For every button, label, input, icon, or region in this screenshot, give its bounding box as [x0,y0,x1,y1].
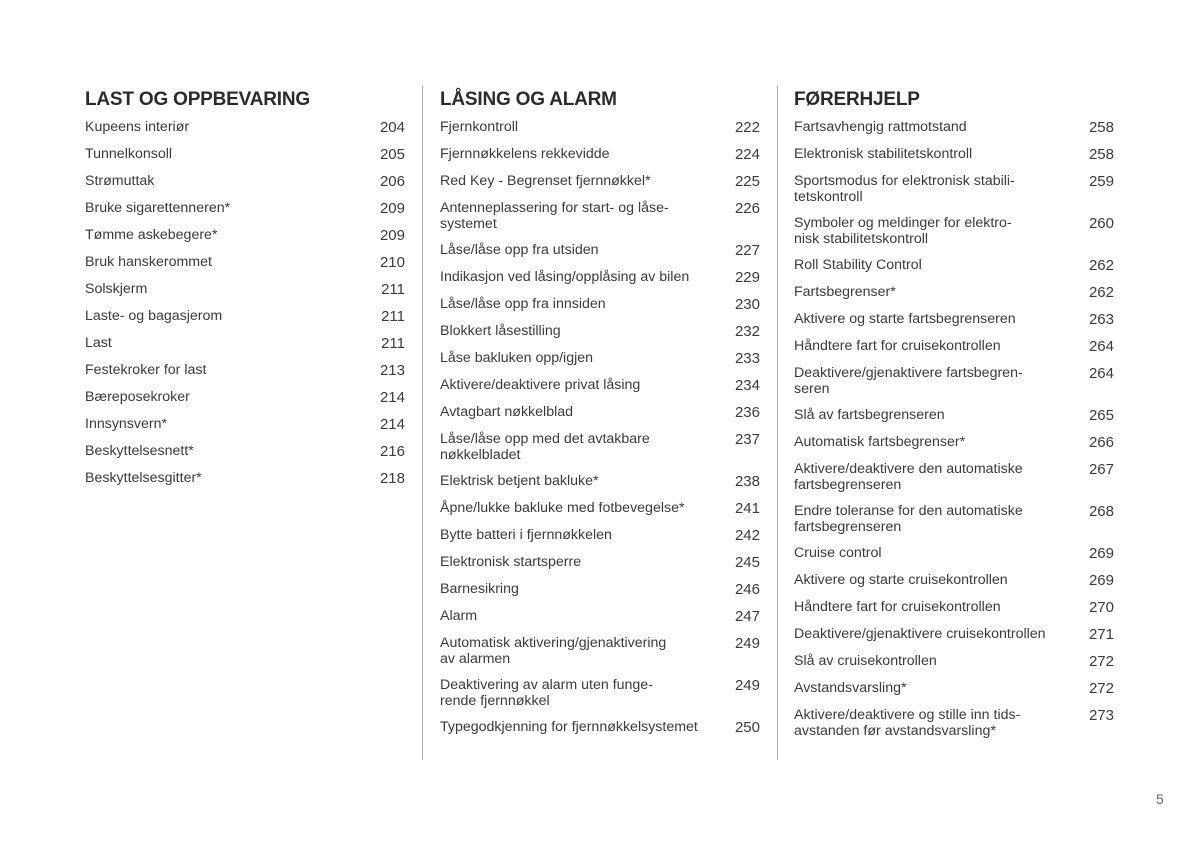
toc-entry[interactable] [794,572,1114,599]
toc-entry[interactable] [794,434,1114,461]
toc-entry[interactable] [794,503,1114,545]
toc-entry-title: Slå av cruisekontrollen [794,653,937,669]
toc-entry[interactable] [794,599,1114,626]
toc-entry[interactable] [440,296,760,323]
toc-entry-page: 214 [379,389,405,406]
toc-entry-page: 271 [1088,626,1114,643]
toc-entry-page: 237 [734,431,760,448]
toc-entry-page: 227 [734,242,760,259]
toc-entry[interactable] [85,200,405,227]
toc-entry[interactable] [440,554,760,581]
toc-entry-page: 218 [379,470,405,487]
toc-entry[interactable] [85,227,405,254]
toc-entry[interactable] [794,146,1114,173]
toc-entry-title: Låse bakluken opp/igjen [440,350,594,366]
toc-entry[interactable] [85,416,405,443]
toc-entry-page: 225 [734,173,760,190]
toc-entry[interactable] [440,581,760,608]
toc-column-lasing-og-alarm [440,87,760,746]
toc-entry-page: 206 [379,173,405,190]
toc-entry-page: 213 [379,362,405,379]
toc-entry-page: 264 [1088,338,1114,355]
toc-entry[interactable] [794,545,1114,572]
toc-entry-page: 232 [734,323,760,340]
toc-entry-page: 204 [379,119,405,136]
toc-entry-title: Låse/låse opp med det avtakbare nøkkelbladet [440,431,650,463]
toc-entry-page: 224 [734,146,760,163]
toc-entry-page: 259 [1088,173,1114,190]
toc-entry-title: Fartsbegrenser* [794,284,896,300]
toc-entry-page: 238 [734,473,760,490]
toc-entry-page: 270 [1088,599,1114,616]
toc-entry-title: Slå av fartsbegrenseren [794,407,945,423]
toc-entry-title: Cruise control [794,545,882,561]
toc-entry-title: Innsynsvern* [85,416,168,432]
toc-entry-title: Roll Stability Control [794,257,922,273]
toc-entry-title: Avtagbart nøkkelblad [440,404,574,420]
toc-entry-title: Automatisk aktivering/gjenaktivering av alarmen [440,635,667,667]
toc-entry-page: 233 [734,350,760,367]
toc-entry-page: 245 [734,554,760,571]
toc-entry-page: 269 [1088,545,1114,562]
column-divider [422,85,423,760]
toc-entry-title: Deaktivere/gjenaktivere fartsbegren- seren [794,365,1023,397]
toc-entry-title: Festekroker for last [85,362,207,378]
toc-entry-page: 205 [379,146,405,163]
toc-list [85,119,405,497]
toc-entry[interactable] [794,653,1114,680]
toc-entry[interactable] [85,362,405,389]
toc-entry[interactable] [85,146,405,173]
toc-entry[interactable] [440,146,760,173]
toc-entry-title: Bruke sigarettenneren* [85,200,231,216]
toc-entry-page: 222 [734,119,760,136]
toc-entry[interactable] [794,215,1114,257]
column-divider [777,85,778,760]
toc-entry[interactable] [794,257,1114,284]
toc-entry[interactable] [794,407,1114,434]
toc-entry-page: 272 [1088,653,1114,670]
toc-entry[interactable] [440,473,760,500]
toc-entry[interactable] [440,242,760,269]
toc-entry-page: 234 [734,377,760,394]
toc-entry-page: 211 [381,281,405,298]
toc-entry-title: Håndtere fart for cruisekontrollen [794,338,1001,354]
toc-entry-title: Fartsavhengig rattmotstand [794,119,967,135]
toc-list [440,119,760,746]
toc-entry-title: Strømuttak [85,173,155,189]
toc-entry-page: 268 [1088,503,1114,520]
toc-entry-title: Bytte batteri i fjernnøkkelen [440,527,612,543]
toc-entry[interactable] [440,350,760,377]
toc-entry-page: 209 [379,200,405,217]
toc-entry-page: 263 [1088,311,1114,328]
toc-entry-page: 226 [734,200,760,217]
toc-entry[interactable] [85,281,405,308]
toc-entry[interactable] [440,431,760,473]
toc-entry[interactable] [85,119,405,146]
toc-entry-title: Fjernkontroll [440,119,519,135]
toc-entry-title: Avstandsvarsling* [794,680,907,696]
toc-entry-page: 210 [379,254,405,271]
toc-entry[interactable] [440,527,760,554]
toc-entry[interactable] [794,173,1114,215]
toc-entry-title: Håndtere fart for cruisekontrollen [794,599,1001,615]
toc-entry-page: 242 [734,527,760,544]
toc-list [794,119,1114,749]
toc-entry[interactable] [440,377,760,404]
toc-entry-title: Åpne/lukke bakluke med fotbevegelse* [440,500,685,516]
section-heading: FØRERHJELP [794,89,920,110]
toc-entry-page: 211 [381,335,405,352]
toc-entry[interactable] [440,269,760,296]
toc-entry-title: Aktivere og starte fartsbegrenseren [794,311,1016,327]
toc-entry-page: 250 [734,719,760,736]
toc-entry-title: Beskyttelsesnett* [85,443,194,459]
toc-entry[interactable] [440,635,760,677]
toc-entry[interactable] [440,119,760,146]
toc-entry-title: Symboler og meldinger for elektro- nisk stabilitetskontroll [794,215,1012,247]
toc-entry[interactable] [794,626,1114,653]
toc-entry-title: Elektrisk betjent bakluke* [440,473,599,489]
toc-column-forerhjelp [794,87,1114,749]
toc-entry-page: 211 [381,308,405,325]
toc-entry-title: Bruk hanskerommet [85,254,212,270]
toc-entry-title: Aktivere/deaktivere og stille inn tids- avstanden før avstandsvarsling* [794,707,1021,739]
toc-entry-page: 265 [1088,407,1114,424]
toc-entry-page: 258 [1088,119,1114,136]
toc-entry[interactable] [440,608,760,635]
toc-entry[interactable] [794,461,1114,503]
toc-entry-page: 247 [734,608,760,625]
toc-entry-title: Indikasjon ved låsing/opplåsing av bilen [440,269,690,285]
toc-entry-title: Alarm [440,608,478,624]
toc-entry-title: Tømme askebegere* [85,227,218,243]
toc-column-last-og-oppbevaring [85,87,405,497]
toc-entry-title: Bæreposekroker [85,389,190,405]
toc-entry-page: 266 [1088,434,1114,451]
toc-entry-title: Fjernnøkkelens rekkevidde [440,146,610,162]
toc-entry[interactable] [794,338,1114,365]
toc-entry-title: Elektronisk stabilitetskontroll [794,146,973,162]
toc-entry[interactable] [440,719,760,746]
page-number: 5 [1156,791,1164,807]
toc-entry-title: Aktivere og starte cruisekontrollen [794,572,1008,588]
section-heading: LÅSING OG ALARM [440,89,617,110]
toc-entry-title: Barnesikring [440,581,519,597]
toc-entry-title: Automatisk fartsbegrenser* [794,434,966,450]
toc-entry[interactable] [794,707,1114,749]
toc-entry[interactable] [440,677,760,719]
toc-entry-title: Aktivere/deaktivere den automatiske fartsbegrenseren [794,461,1023,493]
toc-entry-title: Aktivere/deaktivere privat låsing [440,377,641,393]
toc-entry-page: 230 [734,296,760,313]
toc-entry-title: Elektronisk startsperre [440,554,582,570]
toc-entry[interactable] [85,308,405,335]
toc-entry[interactable] [440,173,760,200]
toc-entry-page: 241 [734,500,760,517]
toc-entry-page: 272 [1088,680,1114,697]
toc-entry-title: Beskyttelsesgitter* [85,470,202,486]
toc-entry-page: 258 [1088,146,1114,163]
toc-entry[interactable] [440,500,760,527]
toc-entry-page: 229 [734,269,760,286]
toc-entry[interactable] [85,335,405,362]
toc-entry[interactable] [85,470,405,497]
toc-entry-page: 249 [734,677,760,694]
toc-entry-page: 214 [379,416,405,433]
toc-entry-title: Låse/låse opp fra innsiden [440,296,606,312]
toc-entry[interactable] [794,311,1114,338]
toc-entry[interactable] [794,680,1114,707]
toc-entry[interactable] [85,443,405,470]
section-heading: LAST OG OPPBEVARING [85,89,310,110]
toc-entry[interactable] [794,119,1114,146]
toc-entry-title: Antenneplassering for start- og låse- systemet [440,200,669,232]
toc-entry[interactable] [85,254,405,281]
toc-entry-title: Kupeens interiør [85,119,190,135]
toc-entry[interactable] [794,365,1114,407]
toc-entry-page: 269 [1088,572,1114,589]
toc-entry-page: 249 [734,635,760,652]
toc-entry-page: 236 [734,404,760,421]
toc-entry[interactable] [794,284,1114,311]
toc-entry-title: Sportsmodus for elektronisk stabili- tetskontroll [794,173,1015,205]
toc-entry-title: Solskjerm [85,281,148,297]
toc-entry-title: Deaktivering av alarm uten funge- rende fjernnøkkel [440,677,653,709]
toc-entry-page: 246 [734,581,760,598]
toc-entry-page: 262 [1088,284,1114,301]
toc-entry-title: Låse/låse opp fra utsiden [440,242,599,258]
toc-entry-title: Blokkert låsestilling [440,323,561,339]
toc-entry-title: Last [85,335,112,351]
toc-entry-page: 260 [1088,215,1114,232]
toc-entry-title: Laste- og bagasjerom [85,308,223,324]
toc-entry[interactable] [85,173,405,200]
toc-entry-page: 209 [379,227,405,244]
toc-entry-page: 216 [379,443,405,460]
toc-entry-title: Tunnelkonsoll [85,146,173,162]
toc-entry[interactable] [440,200,760,242]
toc-entry-page: 267 [1088,461,1114,478]
toc-entry[interactable] [85,389,405,416]
toc-entry-page: 262 [1088,257,1114,274]
toc-entry-page: 273 [1088,707,1114,724]
toc-entry-title: Deaktivere/gjenaktivere cruisekontrollen [794,626,1046,642]
toc-entry-title: Red Key - Begrenset fjernnøkkel* [440,173,651,189]
toc-entry-title: Endre toleranse for den automatiske fartsbegrenseren [794,503,1023,535]
toc-entry[interactable] [440,404,760,431]
toc-entry-title: Typegodkjenning for fjernnøkkelsystemet [440,719,698,735]
toc-entry-page: 264 [1088,365,1114,382]
toc-entry[interactable] [440,323,760,350]
